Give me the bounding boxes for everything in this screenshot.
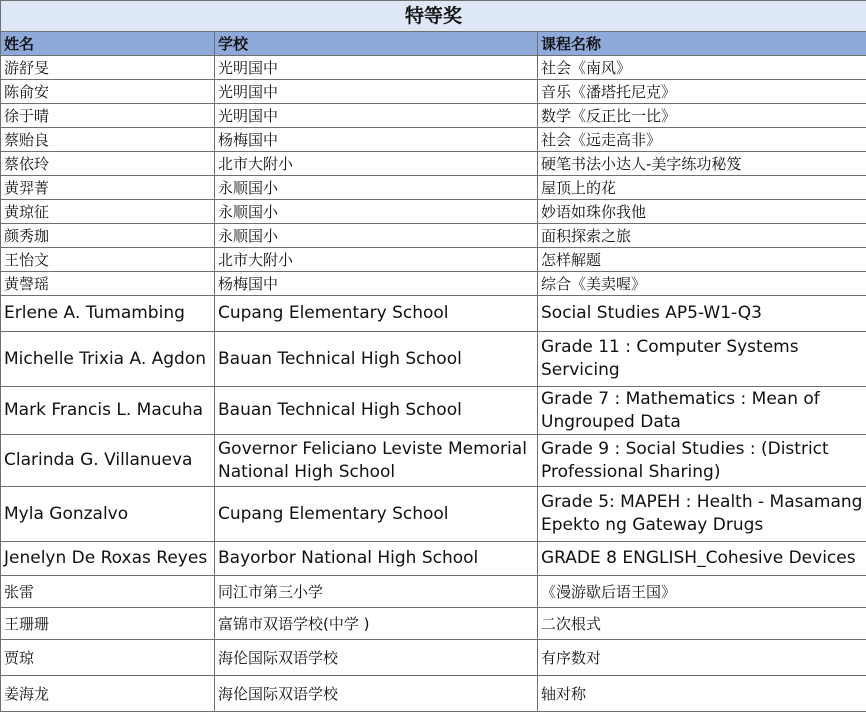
- cell-school: 永顺国小: [215, 200, 538, 224]
- cell-school: 北市大附小: [215, 248, 538, 272]
- cell-school: Governor Feliciano Leviste Memorial National High School: [215, 435, 538, 487]
- table-row: [1, 542, 866, 576]
- table-row: [1, 200, 866, 224]
- cell-name: 黄羿菁: [1, 176, 215, 200]
- table-row: [1, 80, 866, 104]
- cell-school: 海伦国际双语学校: [215, 676, 538, 712]
- table-row: [1, 56, 866, 80]
- cell-name: Clarinda G. Villanueva: [1, 435, 215, 487]
- cell-name: 贾琼: [1, 640, 215, 676]
- cell-school: 光明国中: [215, 56, 538, 80]
- cell-school: 杨梅国中: [215, 128, 538, 152]
- cell-school: Bauan Technical High School: [215, 332, 538, 387]
- table-row: [1, 332, 866, 387]
- table-row: [1, 152, 866, 176]
- table-title: 特等奖: [1, 1, 866, 32]
- table-row: [1, 128, 866, 152]
- table-row: [1, 435, 866, 487]
- cell-school: 永顺国小: [215, 176, 538, 200]
- cell-school: Cupang Elementary School: [215, 296, 538, 332]
- cell-course: 数学《反正比一比》: [538, 104, 866, 128]
- table-row: [1, 296, 866, 332]
- cell-course: 社会《南风》: [538, 56, 866, 80]
- cell-school: 永顺国小: [215, 224, 538, 248]
- cell-course: 硬笔书法小达人-美字练功秘笈: [538, 152, 866, 176]
- cell-course: 有序数对: [538, 640, 866, 676]
- cell-name: 王珊珊: [1, 608, 215, 640]
- cell-name: Michelle Trixia A. Agdon: [1, 332, 215, 387]
- cell-school: Bayorbor National High School: [215, 542, 538, 576]
- cell-school: 富锦市双语学校(中学 ): [215, 608, 538, 640]
- cell-course: 社会《远走高非》: [538, 128, 866, 152]
- cell-school: 北市大附小: [215, 152, 538, 176]
- table-row: [1, 640, 866, 676]
- cell-name: 蔡依玲: [1, 152, 215, 176]
- cell-school: 光明国中: [215, 80, 538, 104]
- table-row: [1, 248, 866, 272]
- cell-name: 蔡贻良: [1, 128, 215, 152]
- cell-name: 姜海龙: [1, 676, 215, 712]
- cell-name: 黄琼征: [1, 200, 215, 224]
- cell-name: 颜秀珈: [1, 224, 215, 248]
- table-row: [1, 676, 866, 712]
- cell-course: Grade 9 : Social Studies : (District Professional Sharing): [538, 435, 866, 487]
- cell-name: 徐于晴: [1, 104, 215, 128]
- cell-name: 王怡文: [1, 248, 215, 272]
- table-row: [1, 487, 866, 542]
- cell-course: Social Studies AP5-W1-Q3: [538, 296, 866, 332]
- cell-course: 妙语如珠你我他: [538, 200, 866, 224]
- cell-school: 同江市第三小学: [215, 576, 538, 608]
- header-name: 姓名: [1, 32, 215, 56]
- cell-name: 黄謦瑶: [1, 272, 215, 296]
- cell-course: Grade 11 : Computer Systems Servicing: [538, 332, 866, 387]
- table-row: [1, 608, 866, 640]
- table-row: [1, 176, 866, 200]
- cell-course: Grade 5: MAPEH : Health - Masamang Epekto ng Gateway Drugs: [538, 487, 866, 542]
- cell-name: 张雷: [1, 576, 215, 608]
- cell-school: Bauan Technical High School: [215, 387, 538, 435]
- cell-school: 杨梅国中: [215, 272, 538, 296]
- cell-course: 面积探索之旅: [538, 224, 866, 248]
- table-row: [1, 104, 866, 128]
- cell-name: 陈俞安: [1, 80, 215, 104]
- cell-course: 《漫游歇后语王国》: [538, 576, 866, 608]
- cell-school: 海伦国际双语学校: [215, 640, 538, 676]
- cell-name: Mark Francis L. Macuha: [1, 387, 215, 435]
- cell-name: Jenelyn De Roxas Reyes: [1, 542, 215, 576]
- title-row: [1, 1, 866, 32]
- cell-course: 怎样解题: [538, 248, 866, 272]
- cell-school: Cupang Elementary School: [215, 487, 538, 542]
- cell-course: 二次根式: [538, 608, 866, 640]
- header-row: [1, 32, 866, 56]
- cell-name: 游舒旻: [1, 56, 215, 80]
- cell-name: Erlene A. Tumambing: [1, 296, 215, 332]
- cell-course: GRADE 8 ENGLISH_Cohesive Devices: [538, 542, 866, 576]
- header-school: 学校: [215, 32, 538, 56]
- header-course: 课程名称: [538, 32, 866, 56]
- cell-course: 综合《美卖喔》: [538, 272, 866, 296]
- table-row: [1, 576, 866, 608]
- cell-course: Grade 7 : Mathematics : Mean of Ungrouped Data: [538, 387, 866, 435]
- table-row: [1, 272, 866, 296]
- cell-course: 轴对称: [538, 676, 866, 712]
- cell-course: 屋顶上的花: [538, 176, 866, 200]
- cell-name: Myla Gonzalvo: [1, 487, 215, 542]
- table-row: [1, 224, 866, 248]
- cell-school: 光明国中: [215, 104, 538, 128]
- table-row: [1, 387, 866, 435]
- cell-course: 音乐《潘塔托尼克》: [538, 80, 866, 104]
